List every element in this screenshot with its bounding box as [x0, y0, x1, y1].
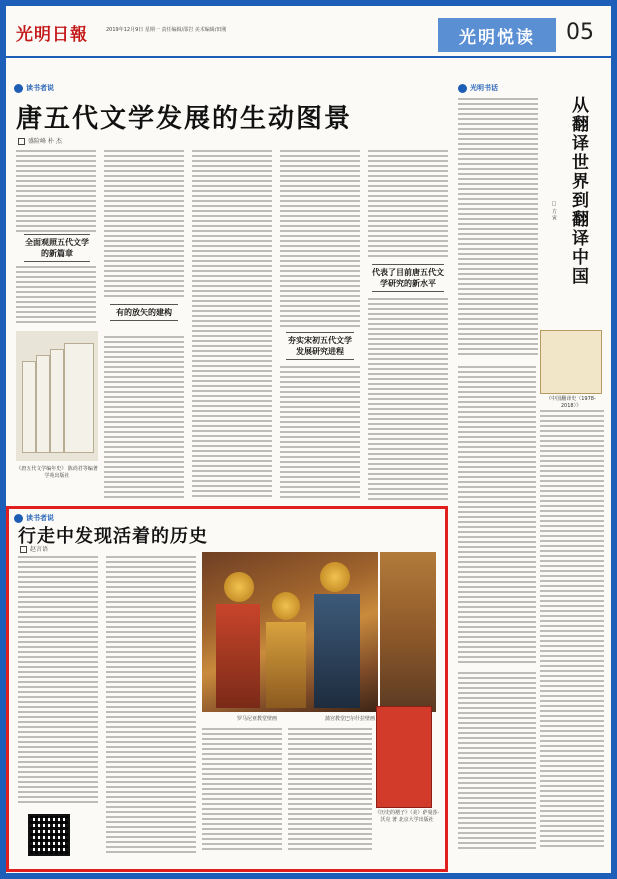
text-column	[458, 672, 536, 852]
book-spine	[22, 361, 36, 453]
image-caption-left: 罗马尼亚教堂壁画	[236, 716, 277, 722]
halo	[272, 592, 300, 620]
top-subhead-1: 全面观照五代文学的新篇章	[24, 234, 90, 262]
page-number: 05	[566, 20, 594, 45]
text-column	[202, 728, 282, 852]
halo	[320, 562, 350, 592]
right-article-tag-label: 光明书话	[470, 84, 498, 92]
bottom-article-byline-text: 赵言语	[30, 546, 49, 553]
newspaper-page	[6, 6, 611, 873]
top-article-title: 唐五代文学发展的生动图景	[16, 104, 353, 134]
top-subhead-3: 代表了目前唐五代文学研究的新水平	[372, 264, 444, 292]
top-book-caption: 《唐五代文学编年史》 陈尚君等编著 学苑出版社	[16, 466, 98, 479]
book-cover	[64, 343, 94, 453]
right-book-cover	[540, 330, 602, 394]
right-article-byline: □ 方 寅	[551, 201, 557, 221]
bottom-article-tag-label: 读书者说	[26, 514, 54, 522]
text-column	[280, 150, 360, 330]
text-column	[16, 266, 96, 326]
text-column	[106, 556, 196, 856]
right-article-tag	[458, 82, 498, 94]
halo	[224, 572, 254, 602]
issue-meta: 2019年12月9日 星期一 责任编辑/邵岩 美术编辑/田刚	[106, 27, 227, 33]
text-column	[540, 410, 604, 850]
image-caption-right: 蒲宫教堂巴尔什拉壁画	[324, 716, 375, 722]
robe-figure	[266, 622, 306, 708]
text-column	[104, 150, 184, 300]
book-spine	[50, 349, 64, 453]
text-column	[458, 366, 536, 666]
book-spine	[36, 355, 50, 453]
top-subhead-4: 夯实宋初五代文学发展研究进程	[286, 332, 354, 360]
text-column	[458, 98, 538, 358]
bottom-article-byline	[20, 544, 48, 553]
book-set-image	[16, 331, 98, 461]
fresco-image	[202, 552, 378, 712]
top-article-tag-label: 读书者说	[26, 84, 54, 92]
top-article-byline	[18, 136, 62, 145]
masthead	[6, 6, 611, 58]
column-icon	[458, 84, 467, 93]
top-article-tag	[14, 82, 54, 94]
bottom-article-title: 行走中发现活着的历史	[18, 526, 208, 547]
byline-box-icon	[20, 546, 27, 553]
bottom-book-caption: 《历史的褶子》（美）萨曼莎·沃克 著 北京大学出版社	[374, 810, 440, 823]
fresco-detail-image	[380, 552, 436, 712]
column-icon	[14, 84, 23, 93]
right-book-caption: 《中国翻译史（1978-2018）》	[546, 396, 596, 409]
text-column	[280, 366, 360, 500]
text-column	[368, 150, 448, 260]
robe-figure	[314, 594, 360, 708]
newspaper-logo: 光明日報	[16, 25, 88, 45]
text-column	[368, 298, 448, 500]
red-book-cover	[376, 706, 432, 808]
top-article-byline-text: 盛险峰 朴 杰	[28, 138, 62, 145]
text-column	[288, 728, 372, 852]
text-column	[16, 150, 96, 232]
section-title: 光明悦读	[438, 18, 556, 52]
byline-box-icon	[18, 138, 25, 145]
right-article-title: 从翻译世界到翻译中国	[568, 96, 588, 286]
robe-figure	[216, 604, 260, 708]
text-column	[192, 150, 272, 500]
text-column	[18, 556, 98, 806]
qr-code-icon[interactable]	[28, 814, 70, 856]
text-column	[104, 336, 184, 500]
top-subhead-2: 有的放矢的建构	[110, 304, 178, 321]
